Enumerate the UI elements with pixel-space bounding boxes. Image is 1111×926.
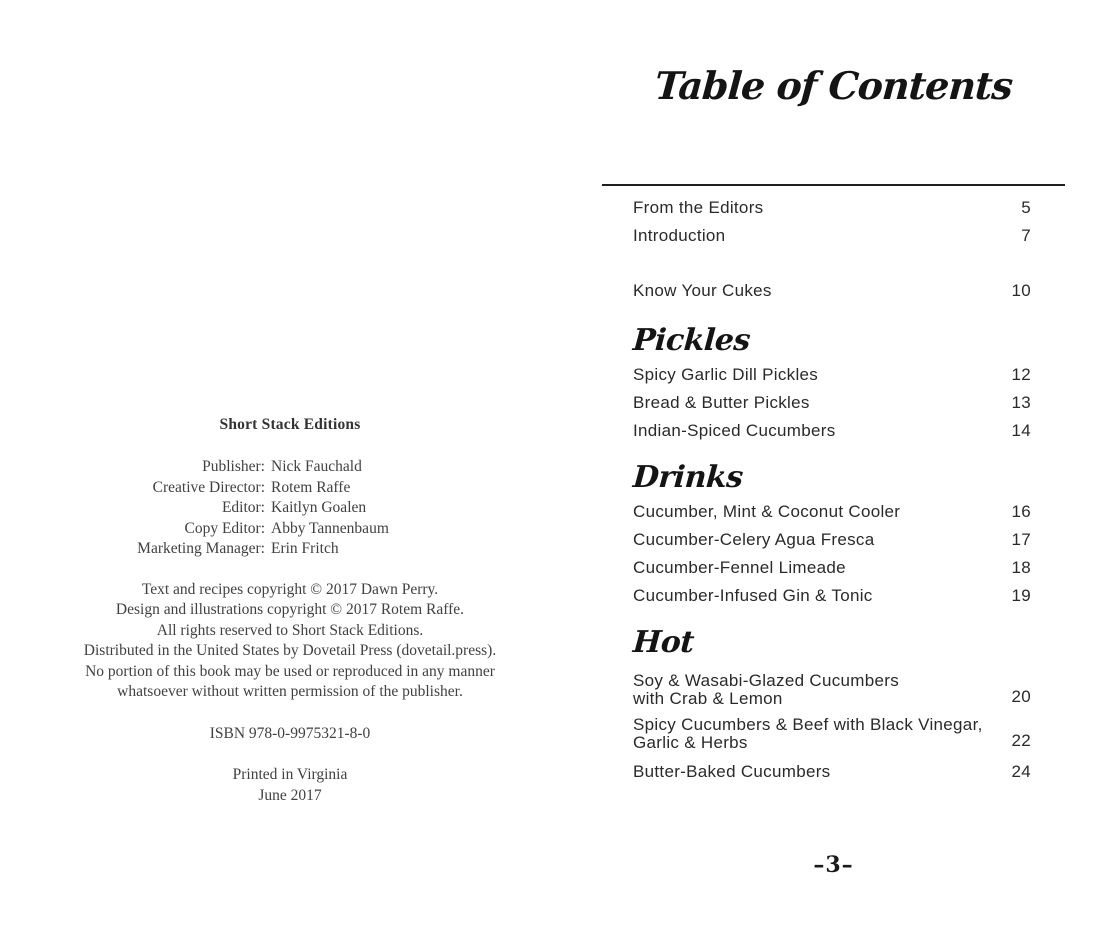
credit-row xyxy=(60,539,520,560)
toc-entry-label: Indian-Spiced Cucumbers xyxy=(633,421,836,440)
toc-page xyxy=(602,60,1065,786)
copyright-line: All rights reserved to Short Stack Editions. xyxy=(156,621,424,639)
printed-date: June 2017 xyxy=(258,786,322,804)
credit-role: Creative Director: xyxy=(152,478,265,496)
credit-name: Nick Fauchald xyxy=(271,458,362,475)
toc-entry-page: 13 xyxy=(1011,393,1031,412)
copyright-line: Distributed in the United States by Dovetail Press (dovetail.press). xyxy=(83,642,497,659)
toc-entry-label: Butter-Baked Cucumbers xyxy=(633,762,831,781)
toc-entry-page: 17 xyxy=(1011,530,1031,549)
divider-rule xyxy=(602,184,1065,186)
toc-entry xyxy=(602,663,1065,707)
toc-entry xyxy=(602,526,1065,554)
credits-block xyxy=(60,457,520,560)
section-heading-hot: Hot xyxy=(631,625,695,660)
toc-entry xyxy=(602,389,1065,417)
copyright-line: whatsoever without written permission of the publisher. xyxy=(117,683,463,700)
toc-entry-label: Cucumber, Mint & Coconut Cooler xyxy=(633,502,901,521)
toc-entry xyxy=(602,707,1065,751)
toc-entry xyxy=(602,498,1065,526)
spacer xyxy=(602,250,1065,277)
toc-entry-page: 18 xyxy=(1011,558,1031,577)
credit-name: Kaitlyn Goalen xyxy=(271,499,367,516)
toc-entry xyxy=(602,277,1065,305)
credit-row xyxy=(60,457,520,478)
toc-entry xyxy=(602,194,1065,222)
isbn-line: ISBN 978-0-9975321-8-0 xyxy=(209,724,371,742)
toc-entry-label: From the Editors xyxy=(633,198,764,217)
imprint-title: Short Stack Editions xyxy=(219,416,361,433)
credit-name: Erin Fritch xyxy=(271,540,339,557)
toc-entry-page: 12 xyxy=(1011,365,1031,384)
toc-entry-page: 7 xyxy=(1021,226,1031,245)
page-number: –3– xyxy=(813,852,854,878)
credit-name: Abby Tannenbaum xyxy=(271,519,389,537)
colophon-page xyxy=(60,415,520,806)
copyright-line: Text and recipes copyright © 2017 Dawn Perry. xyxy=(141,580,439,598)
toc-entry-label: Spicy Cucumbers & Beef with Black Vinegar, Garlic & Herbs xyxy=(633,715,983,752)
toc-entry-label: Soy & Wasabi-Glazed Cucumbers with Crab & Lemon xyxy=(633,671,899,708)
toc-entry-label: Introduction xyxy=(633,226,726,245)
toc-entry xyxy=(602,554,1065,582)
toc-entry-page: 5 xyxy=(1021,198,1031,217)
toc-entry-page: 20 xyxy=(1011,687,1031,706)
section-heading-pickles: Pickles xyxy=(631,323,752,358)
toc-list xyxy=(602,194,1065,786)
toc-entry-label: Know Your Cukes xyxy=(633,281,772,300)
credit-row xyxy=(60,478,520,499)
toc-entry-page: 19 xyxy=(1011,586,1031,605)
printed-location: Printed in Virginia xyxy=(232,766,348,783)
copyright-line: Design and illustrations copyright © 2017 Rotem Raffe. xyxy=(115,601,465,618)
page-title: Table of Contents xyxy=(653,63,1014,108)
toc-entry-label: Cucumber-Fennel Limeade xyxy=(633,558,846,577)
credit-row xyxy=(60,498,520,519)
toc-entry xyxy=(602,582,1065,610)
toc-entry-page: 14 xyxy=(1011,421,1031,440)
toc-entry xyxy=(602,758,1065,786)
toc-entry xyxy=(602,361,1065,389)
credit-row xyxy=(60,519,520,540)
credit-role: Editor: xyxy=(221,499,265,516)
toc-entry xyxy=(602,222,1065,250)
printed-block xyxy=(60,765,520,806)
copyright-line: No portion of this book may be used or reproduced in any manner xyxy=(85,662,495,680)
credit-role: Marketing Manager: xyxy=(137,540,265,557)
toc-entry-label: Cucumber-Infused Gin & Tonic xyxy=(633,586,873,605)
toc-entry-page: 24 xyxy=(1011,762,1031,781)
credit-role: Copy Editor: xyxy=(184,519,265,537)
toc-entry-page: 10 xyxy=(1011,281,1031,300)
toc-entry-label: Spicy Garlic Dill Pickles xyxy=(633,365,819,384)
copyright-block xyxy=(60,580,520,703)
toc-entry-label: Bread & Butter Pickles xyxy=(633,393,810,412)
credit-role: Publisher: xyxy=(202,458,265,475)
toc-entry-page: 22 xyxy=(1011,731,1031,750)
toc-entry-page: 16 xyxy=(1011,502,1031,521)
credit-name: Rotem Raffe xyxy=(271,478,351,496)
section-heading-drinks: Drinks xyxy=(631,460,744,495)
toc-entry-label: Cucumber-Celery Agua Fresca xyxy=(633,530,875,549)
toc-entry xyxy=(602,417,1065,445)
